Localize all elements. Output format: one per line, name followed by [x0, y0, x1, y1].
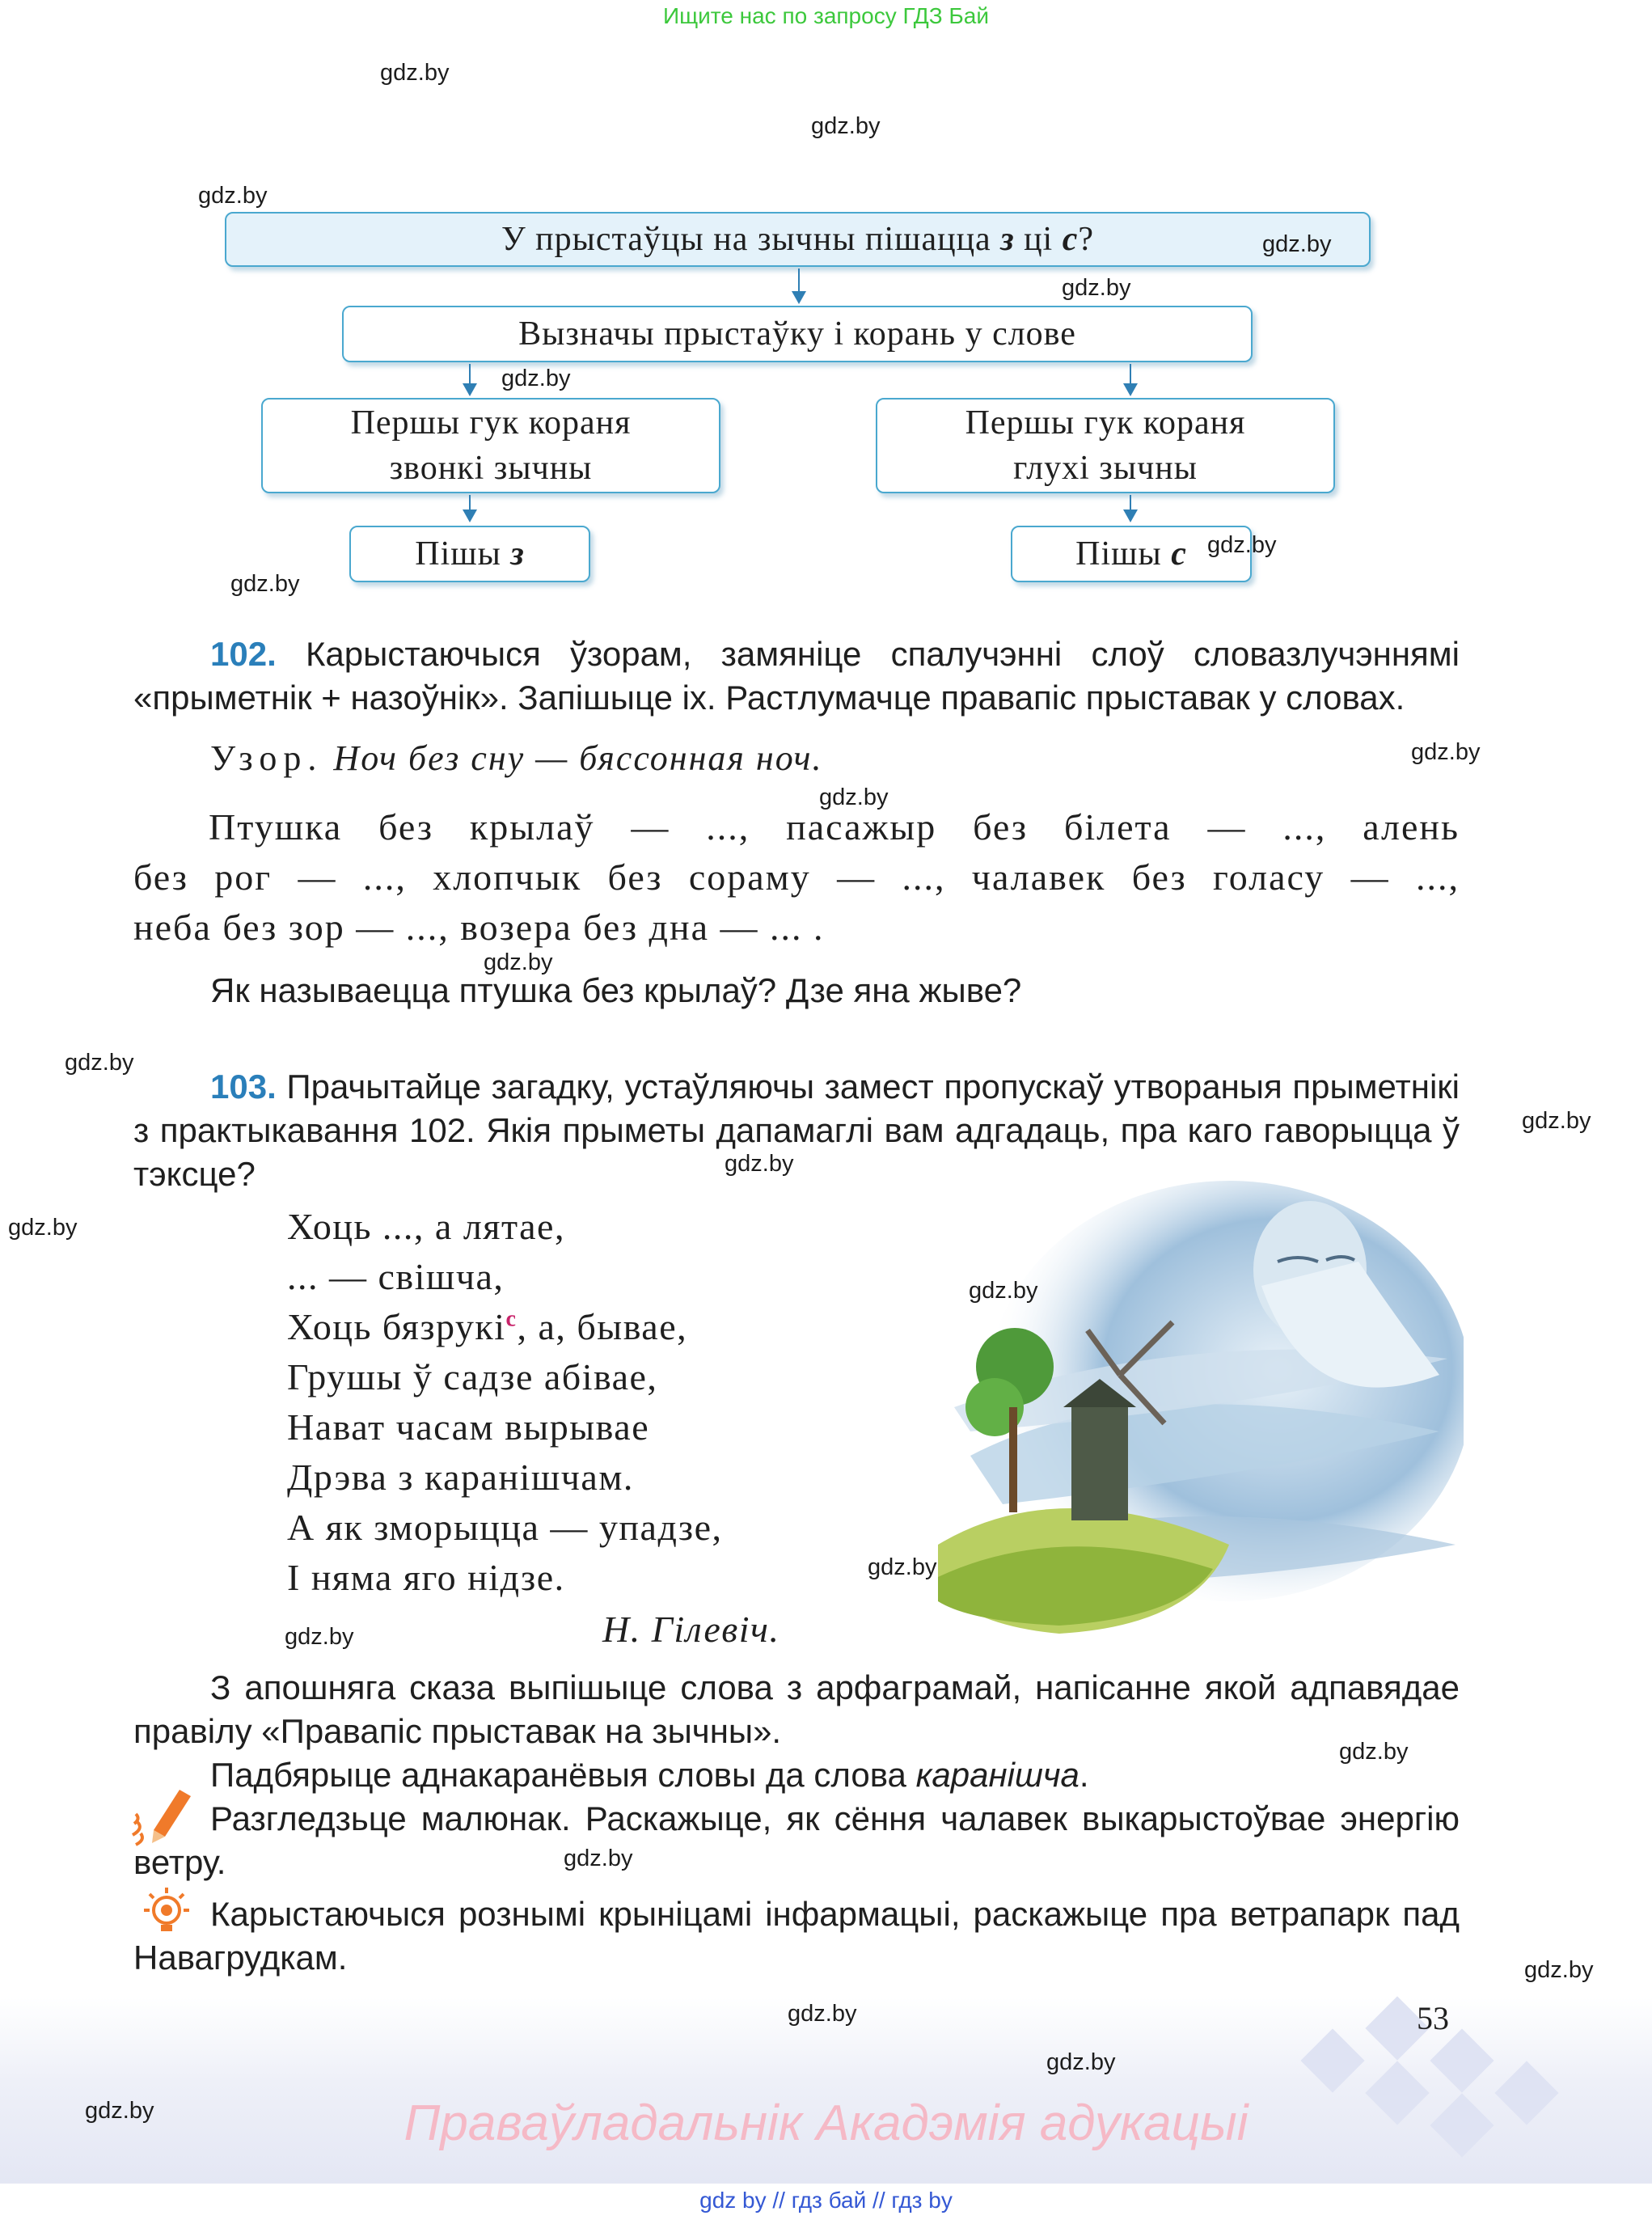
poem-line: І няма яго нідзе.	[287, 1557, 565, 1598]
watermark: gdz.by	[1062, 275, 1131, 301]
watermark: gdz.by	[1522, 1108, 1591, 1134]
watermark: gdz.by	[564, 1846, 633, 1871]
watermark: gdz.by	[1046, 2049, 1116, 2075]
tree-trunk	[1009, 1407, 1017, 1512]
flow-arrow	[469, 364, 471, 393]
watermark: gdz.by	[868, 1554, 937, 1580]
watermark: gdz.by	[819, 784, 889, 810]
poem-line: Хоць бязрукі$^с$, а, бывае,	[287, 1306, 688, 1347]
exercise-103-task-3: Разгледзьце малюнак. Раскажыце, як сёння чалавек выкарыстоўвае энергію ветру.	[133, 1799, 1460, 1881]
watermark: gdz.by	[380, 60, 450, 86]
flowchart-left-box	[261, 398, 720, 493]
watermark: gdz.by	[230, 571, 300, 597]
watermark: gdz.by	[811, 113, 881, 139]
exercise-102-line-1: Птушка без крылаў — ..., пасажыр без білета — ..., алень	[209, 806, 1460, 848]
poem-line: Грушы ў садзе абівае,	[287, 1356, 658, 1397]
flowchart-left-result: Пішы з	[415, 535, 525, 573]
sample-label: Узор.	[210, 738, 323, 778]
watermark: gdz.by	[1411, 739, 1481, 765]
windmill-body	[1071, 1407, 1128, 1520]
flowchart-left-result-box	[349, 526, 590, 582]
flowchart-question: У прыстаўцы на зычны пішацца з ці с?	[501, 221, 1095, 258]
exercise-103-task-4: Карыстаючыся рознымі крыніцамі інфармацыі, раскажыце пра ветрапарк пад Навагрудкам.	[133, 1895, 1460, 1977]
exercise-102-number: 102.	[210, 635, 277, 673]
watermark: gdz.by	[1524, 1957, 1594, 1983]
exercise-103-task-1: З апошняга сказа выпішыце слова з арфаграмай, напісанне якой адпавядае правілу «Правапіс прыставак на зычны».	[133, 1668, 1460, 1750]
watermark: gdz.by	[198, 183, 268, 209]
poem-line: Дрэва з каранішчам.	[287, 1457, 634, 1498]
watermark: gdz.by	[1207, 532, 1277, 558]
rights-holder: Праваўладальнік Акадэмія адукацыі	[403, 2095, 1249, 2151]
poem-line: ... — свішча,	[287, 1256, 505, 1297]
flow-arrow	[798, 268, 800, 301]
top-banner[interactable]: Ищите нас по запросу ГДЗ Бай	[662, 3, 990, 28]
bottom-links[interactable]: gdz by // гдз бай // гдз by	[699, 2188, 953, 2213]
watermark: gdz.by	[1262, 231, 1332, 257]
flowchart-left-line2: звонкі зычны	[389, 450, 593, 487]
flow-arrow	[469, 495, 471, 519]
flowchart-right-line2: глухі зычны	[1013, 450, 1198, 487]
watermark: gdz.by	[969, 1278, 1038, 1304]
watermark: gdz.by	[1339, 1739, 1409, 1765]
exercise-103-number: 103.	[210, 1068, 277, 1106]
exercise-102-line-2: без рог — ..., хлопчык без сораму — ..., чалавек без голасу — ...,	[133, 856, 1460, 898]
watermark: gdz.by	[85, 2098, 154, 2124]
exercise-102-sample	[210, 738, 823, 779]
watermark: gdz.by	[501, 366, 571, 391]
watermark: gdz.by	[285, 1624, 354, 1650]
flow-arrow	[1130, 364, 1131, 393]
watermark: gdz.by	[65, 1050, 134, 1076]
flowchart-right-line1: Першы гук кораня	[965, 404, 1246, 442]
flowchart-right-box	[876, 398, 1335, 493]
sample-text: Ноч без сну — бяссонная ноч.	[333, 738, 823, 778]
watermark: gdz.by	[788, 2001, 857, 2027]
watermark: gdz.by	[484, 949, 553, 975]
flowchart-left-line1: Першы гук кораня	[350, 404, 632, 442]
poem-line: А як зморыцца — упадзе,	[287, 1507, 723, 1548]
exercise-103-instruction: 103. Прачытайце загадку, устаўляючы замест пропускаў утвораныя прыметнікі з практыкавання 102. Якія прыметы дапамаглі вам адгадаць, пра каго гаворыцца ў тэксце?	[133, 1068, 1460, 1193]
flowchart-question-box	[225, 212, 1371, 267]
page-number: 53	[1417, 2000, 1449, 2036]
poem-author: Н. Гілевіч.	[602, 1609, 780, 1650]
poem-line: Нават часам вырывае	[287, 1406, 650, 1448]
wind-illustration	[938, 1165, 1464, 1650]
exercise-102-question: Як называецца птушка без крылаў? Дзе яна жыве?	[210, 971, 1022, 1009]
poem-line: Хоць ..., а лятае,	[287, 1206, 565, 1247]
exercise-102-instruction: 102. Карыстаючыся ўзорам, замяніце спалучэнні слоў словазлучэннямі «прыметнік + назоўнік». Запішыце іх. Растлумачце правапіс прыставак у словах.	[133, 635, 1460, 717]
flowchart-step: Вызначы прыстаўку і корань у слове	[518, 315, 1076, 353]
watermark: gdz.by	[725, 1151, 794, 1177]
flowchart-right-result: Пішы с	[1075, 535, 1187, 573]
watermark: gdz.by	[8, 1215, 78, 1241]
flow-arrow	[1130, 495, 1131, 519]
poem-footnote-mark: с	[505, 1306, 518, 1332]
exercise-102-line-3: неба без зор — ..., возера без дна — ... .	[133, 907, 825, 948]
flowchart-step-box	[342, 306, 1253, 362]
exercise-103-task-2: Падбярыце аднакаранёвыя словы да слова каранішча.	[210, 1756, 1089, 1794]
